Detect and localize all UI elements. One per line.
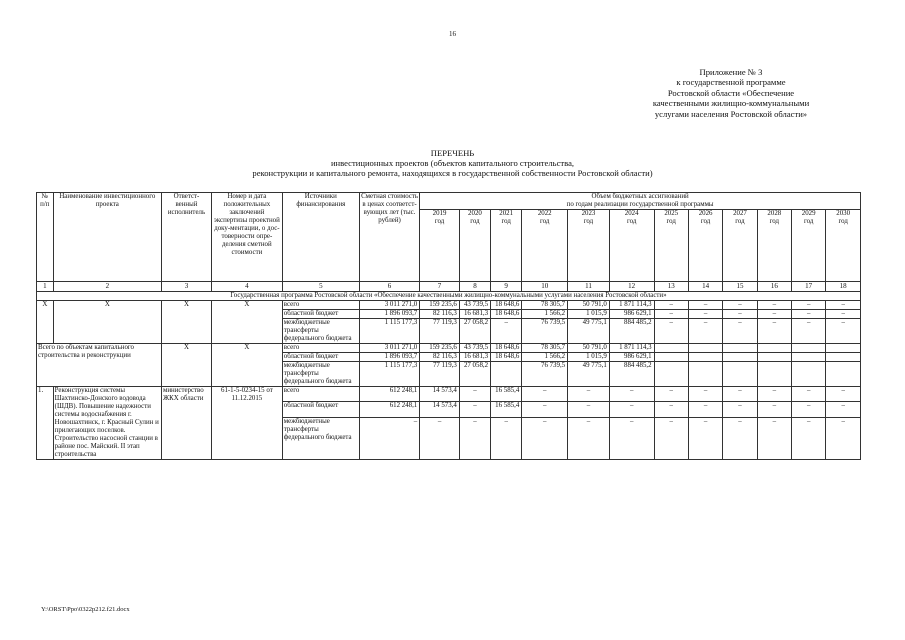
block-x-value-2023: 1 015,9 bbox=[568, 310, 610, 319]
block-project-1-value-2030: – bbox=[826, 417, 861, 459]
block-project-1-value-2021: 16 585,4 bbox=[491, 402, 522, 417]
block-project-1-value-2027: – bbox=[723, 387, 757, 402]
block-project-1-value-2022: – bbox=[522, 417, 568, 459]
appendix-line: качественными жилищно-коммунальными bbox=[652, 98, 810, 109]
header-year-value: 2028 bbox=[767, 210, 782, 217]
block-total-value-2019: 77 119,3 bbox=[420, 362, 460, 387]
block-x-value-2021: 18 648,6 bbox=[491, 310, 522, 319]
block-total-value-2024: 986 629,1 bbox=[609, 353, 654, 362]
block-project-1-value-2030: – bbox=[826, 387, 861, 402]
block-x-value-2026: – bbox=[688, 301, 722, 310]
block-x-value-2026: – bbox=[688, 319, 722, 344]
header-volume bbox=[420, 193, 861, 210]
header-year bbox=[792, 210, 826, 282]
block-project-1-value-2025: – bbox=[654, 402, 688, 417]
block-project-1-value-2021: – bbox=[491, 417, 522, 459]
header-volume-line: Объем бюджетных ассигнований bbox=[591, 193, 689, 200]
block-x-value-2030: – bbox=[826, 319, 861, 344]
column-index: 18 bbox=[826, 282, 861, 292]
block-project-1-cost: 612 248,1 bbox=[359, 387, 419, 402]
block-x-source: областной бюджет bbox=[282, 310, 359, 319]
block-total-value-2026 bbox=[688, 353, 722, 362]
block-project-1-value-2024: – bbox=[609, 387, 654, 402]
block-project-1-value-2026: – bbox=[688, 402, 722, 417]
block-total-source: всего bbox=[282, 344, 359, 353]
block-total-cost: 1 896 093,7 bbox=[359, 353, 419, 362]
block-x-value-2027: – bbox=[723, 310, 757, 319]
block-total-value-2027 bbox=[723, 344, 757, 353]
header-year-value: 2025 bbox=[664, 210, 679, 217]
header-year-suffix: год bbox=[735, 218, 745, 225]
block-total-source: областной бюджет bbox=[282, 353, 359, 362]
block-total-value-2030 bbox=[826, 362, 861, 387]
block-x-source: всего bbox=[282, 301, 359, 310]
block-total-value-2026 bbox=[688, 362, 722, 387]
block-project-1-value-2023: – bbox=[568, 387, 610, 402]
column-index: 3 bbox=[161, 282, 211, 292]
block-total-value-2028 bbox=[757, 362, 791, 387]
block-x-value-2028: – bbox=[757, 310, 791, 319]
block-x-value-2025: – bbox=[654, 310, 688, 319]
block-total-value-2027 bbox=[723, 353, 757, 362]
block-total-value-2019: 159 235,6 bbox=[420, 344, 460, 353]
block-x-value-2019: 159 235,6 bbox=[420, 301, 460, 310]
block-project-1-value-2020: – bbox=[459, 402, 490, 417]
block-x-value-2022: 76 739,5 bbox=[522, 319, 568, 344]
block-project-1-name: Реконструкция системы Шахтинско-Донского водовода (ШДВ). Повышение надежности системы водоснабжения г. Новошахтинск, г. Красный Сулин и прилегающих поселков. Строительство насосной станции в районе пос. Майский. II этап строительства bbox=[53, 387, 161, 460]
header-name: Наименование инвестиционного проекта bbox=[53, 193, 161, 282]
block-x-value-2029: – bbox=[792, 319, 826, 344]
header-expertise: Номер и дата положительных заключений экспертизы проектной доку-ментации, о дос-товерности опре-деления сметной стоимости bbox=[211, 193, 282, 282]
block-x-value-2020: 16 681,3 bbox=[459, 310, 490, 319]
column-index: 14 bbox=[688, 282, 722, 292]
block-total-value-2021: 18 648,6 bbox=[491, 353, 522, 362]
header-year-suffix: год bbox=[626, 218, 637, 225]
column-index: 13 bbox=[654, 282, 688, 292]
block-x-value-2030: – bbox=[826, 310, 861, 319]
header-year-value: 2026 bbox=[698, 210, 713, 217]
column-index: 1 bbox=[37, 282, 54, 292]
block-total-value-2023: 1 015,9 bbox=[568, 353, 610, 362]
block-total-value-2030 bbox=[826, 353, 861, 362]
block-total-expertise: Х bbox=[211, 344, 282, 387]
block-x-value-2023: 50 791,0 bbox=[568, 301, 610, 310]
footer-file-path: Y:\ORST\Ppo\0322p212.f21.docx bbox=[41, 606, 130, 613]
header-year-suffix: год bbox=[470, 218, 480, 225]
block-total-value-2020: 16 681,3 bbox=[459, 353, 490, 362]
block-total-value-2023: 49 775,1 bbox=[568, 362, 610, 387]
header-year bbox=[420, 210, 460, 282]
block-x-row bbox=[37, 301, 861, 310]
block-project-1-value-2023: – bbox=[568, 402, 610, 417]
block-x-value-2024: 884 485,2 bbox=[609, 319, 654, 344]
block-project-1-value-2026: – bbox=[688, 417, 722, 459]
header-year-value: 2023 bbox=[581, 210, 596, 217]
block-project-1-cost: 612 248,1 bbox=[359, 402, 419, 417]
document-title: ПЕРЕЧЕНЬ bbox=[430, 148, 475, 158]
block-x-value-2021: 18 648,6 bbox=[491, 301, 522, 310]
header-year-value: 2019 bbox=[432, 210, 447, 217]
block-project-1-value-2019: 14 573,4 bbox=[420, 387, 460, 402]
header-year-value: 2027 bbox=[733, 210, 747, 217]
block-project-1-value-2025: – bbox=[654, 417, 688, 459]
block-project-1-value-2027: – bbox=[723, 402, 757, 417]
column-index: 9 bbox=[491, 282, 522, 292]
appendix-line: услугами населения Ростовской области» bbox=[654, 108, 808, 119]
block-project-1-cost: – bbox=[359, 417, 419, 459]
block-project-1-value-2019: 14 573,4 bbox=[420, 402, 460, 417]
column-index: 11 bbox=[568, 282, 610, 292]
document-subtitle: инвестиционных проектов (объектов капитального строительства, bbox=[330, 158, 575, 168]
header-year-suffix: год bbox=[540, 218, 550, 225]
block-total-value-2029 bbox=[792, 353, 826, 362]
document-subtitle: реконструкции и капитального ремонта, находящихся в государственной собственности Ростовской области) bbox=[252, 168, 653, 178]
block-x-value-2029: – bbox=[792, 310, 826, 319]
block-x-source: межбюджетные трансферты федерального бюджета bbox=[282, 319, 359, 344]
header-year bbox=[568, 210, 610, 282]
header-year bbox=[654, 210, 688, 282]
appendix-line: Приложение № 3 bbox=[699, 67, 763, 77]
appendix-line: к государственной программе bbox=[676, 77, 786, 88]
block-total-value-2020: 43 739,5 bbox=[459, 344, 490, 353]
header-volume-line: по годам реализации государственной программы bbox=[566, 201, 714, 208]
block-total-name: Всего по объектам капитального строительства и реконструкции bbox=[37, 344, 162, 387]
header-year-value: 2021 bbox=[499, 210, 514, 217]
header-year bbox=[609, 210, 654, 282]
header-year-suffix: год bbox=[434, 218, 445, 225]
investment-projects-table bbox=[36, 192, 861, 460]
block-project-1-num: 1. bbox=[37, 387, 54, 460]
column-index: 2 bbox=[53, 282, 161, 292]
block-total-value-2023: 50 791,0 bbox=[568, 344, 610, 353]
column-index: 7 bbox=[420, 282, 460, 292]
block-project-1-value-2027: – bbox=[723, 417, 757, 459]
header-cost: Сметная стоимость в ценах соответст-вующих лет (тыс. рублей) bbox=[359, 193, 419, 282]
block-project-1-value-2029: – bbox=[792, 402, 826, 417]
block-total-cost: 3 011 271,0 bbox=[359, 344, 419, 353]
block-project-1-source: всего bbox=[282, 387, 359, 402]
block-x-cost: 1 896 093,7 bbox=[359, 310, 419, 319]
block-total-value-2025 bbox=[654, 353, 688, 362]
block-x-value-2027: – bbox=[723, 319, 757, 344]
block-x-value-2029: – bbox=[792, 301, 826, 310]
block-total-value-2030 bbox=[826, 344, 861, 353]
header-year-suffix: год bbox=[501, 218, 511, 225]
block-total-value-2025 bbox=[654, 362, 688, 387]
header-year bbox=[723, 210, 757, 282]
block-project-1-value-2028: – bbox=[757, 417, 791, 459]
block-x-executor: Х bbox=[161, 301, 211, 344]
block-total-cost: 1 115 177,3 bbox=[359, 362, 419, 387]
block-total-value-2028 bbox=[757, 353, 791, 362]
header-year-value: 2020 bbox=[468, 210, 482, 217]
header-executor: Ответст-венный исполнитель bbox=[161, 193, 211, 282]
block-project-1-value-2021: 16 585,4 bbox=[491, 387, 522, 402]
block-project-1-value-2028: – bbox=[757, 387, 791, 402]
block-x-value-2024: 986 629,1 bbox=[609, 310, 654, 319]
header-year-value: 2024 bbox=[624, 210, 639, 217]
column-index: 8 bbox=[459, 282, 490, 292]
block-total-value-2024: 884 485,2 bbox=[609, 362, 654, 387]
header-year bbox=[522, 210, 568, 282]
block-project-1-value-2024: – bbox=[609, 417, 654, 459]
block-total-value-2021: 18 648,6 bbox=[491, 344, 522, 353]
header-num: № п/п bbox=[37, 193, 54, 282]
block-x-cost: 1 115 177,3 bbox=[359, 319, 419, 344]
block-x-value-2020: 27 058,2 bbox=[459, 319, 490, 344]
header-year-value: 2022 bbox=[537, 210, 552, 217]
block-x-value-2019: 82 116,3 bbox=[420, 310, 460, 319]
block-total-value-2026 bbox=[688, 344, 722, 353]
page-number: 16 bbox=[449, 30, 456, 38]
block-project-1-value-2029: – bbox=[792, 387, 826, 402]
header-year-suffix: год bbox=[769, 218, 780, 225]
block-total-source: межбюджетные трансферты федерального бюджета bbox=[282, 362, 359, 387]
block-x-value-2030: – bbox=[826, 301, 861, 310]
block-total-value-2027 bbox=[723, 362, 757, 387]
column-index: 12 bbox=[609, 282, 654, 292]
block-x-value-2025: – bbox=[654, 319, 688, 344]
block-total-value-2028 bbox=[757, 344, 791, 353]
header-year-value: 2030 bbox=[836, 210, 851, 217]
block-x-value-2022: 1 566,2 bbox=[522, 310, 568, 319]
column-index: 17 bbox=[792, 282, 826, 292]
block-x-value-2028: – bbox=[757, 301, 791, 310]
block-total-value-2029 bbox=[792, 344, 826, 353]
block-x-name: Х bbox=[53, 301, 161, 344]
block-x-value-2024: 1 871 114,3 bbox=[609, 301, 654, 310]
block-total-value-2019: 82 116,3 bbox=[420, 353, 460, 362]
block-project-1-executor: министерство ЖКХ области bbox=[161, 387, 211, 460]
header-year-suffix: год bbox=[838, 218, 848, 225]
header-year-suffix: год bbox=[803, 218, 814, 225]
block-project-1-expertise: 61-1-5-0234-15 от 11.12.2015 bbox=[211, 387, 282, 460]
block-total-value-2024: 1 871 114,3 bbox=[609, 344, 654, 353]
block-project-1-value-2026: – bbox=[688, 387, 722, 402]
column-index: 10 bbox=[522, 282, 568, 292]
block-x-value-2023: 49 775,1 bbox=[568, 319, 610, 344]
header-year bbox=[491, 210, 522, 282]
block-total-value-2022: 1 566,2 bbox=[522, 353, 568, 362]
block-x-value-2022: 78 305,7 bbox=[522, 301, 568, 310]
block-project-1-value-2023: – bbox=[568, 417, 610, 459]
block-total-row bbox=[37, 344, 861, 353]
block-x-value-2021: – bbox=[491, 319, 522, 344]
column-index: 6 bbox=[359, 282, 419, 292]
column-index: 5 bbox=[282, 282, 359, 292]
block-project-1-value-2028: – bbox=[757, 402, 791, 417]
block-total-value-2022: 76 739,5 bbox=[522, 362, 568, 387]
block-project-1-value-2020: – bbox=[459, 387, 490, 402]
program-row: Государственная программа Ростовской области «Обеспечение качественными жилищно-коммунальными услугами населения Ростовской области» bbox=[37, 292, 861, 301]
header-year bbox=[459, 210, 490, 282]
block-x-value-2026: – bbox=[688, 310, 722, 319]
header-year bbox=[688, 210, 722, 282]
block-project-1-source: областной бюджет bbox=[282, 402, 359, 417]
block-total-executor: Х bbox=[161, 344, 211, 387]
block-x-expertise: Х bbox=[211, 301, 282, 344]
block-total-value-2029 bbox=[792, 362, 826, 387]
block-x-value-2025: – bbox=[654, 301, 688, 310]
appendix-note bbox=[601, 67, 861, 119]
column-index: 16 bbox=[757, 282, 791, 292]
block-total-value-2025 bbox=[654, 344, 688, 353]
block-project-1-value-2020: – bbox=[459, 417, 490, 459]
block-x-num: Х bbox=[37, 301, 54, 344]
block-project-1-value-2030: – bbox=[826, 402, 861, 417]
block-project-1-value-2022: – bbox=[522, 387, 568, 402]
column-index: 15 bbox=[723, 282, 757, 292]
block-project-1-value-2029: – bbox=[792, 417, 826, 459]
block-x-value-2027: – bbox=[723, 301, 757, 310]
header-year-suffix: год bbox=[666, 218, 676, 225]
block-total-value-2022: 78 305,7 bbox=[522, 344, 568, 353]
block-project-1-row bbox=[37, 387, 861, 402]
block-x-value-2020: 43 739,5 bbox=[459, 301, 490, 310]
header-year-suffix: год bbox=[700, 218, 711, 225]
appendix-line: Ростовской области «Обеспечение bbox=[667, 87, 795, 98]
column-index: 4 bbox=[211, 282, 282, 292]
block-project-1-value-2024: – bbox=[609, 402, 654, 417]
header-year bbox=[757, 210, 791, 282]
block-x-cost: 3 011 271,0 bbox=[359, 301, 419, 310]
block-total-value-2021 bbox=[491, 362, 522, 387]
header-year-suffix: год bbox=[583, 218, 594, 225]
block-x-value-2028: – bbox=[757, 319, 791, 344]
block-total-value-2020: 27 058,2 bbox=[459, 362, 490, 387]
block-project-1-value-2025: – bbox=[654, 387, 688, 402]
block-project-1-value-2022: – bbox=[522, 402, 568, 417]
block-project-1-source: межбюджетные трансферты федерального бюджета bbox=[282, 417, 359, 459]
header-sources: Источники финансирования bbox=[282, 193, 359, 282]
block-x-value-2019: 77 119,3 bbox=[420, 319, 460, 344]
block-project-1-value-2019: – bbox=[420, 417, 460, 459]
header-year bbox=[826, 210, 861, 282]
header-year-value: 2029 bbox=[801, 210, 816, 217]
